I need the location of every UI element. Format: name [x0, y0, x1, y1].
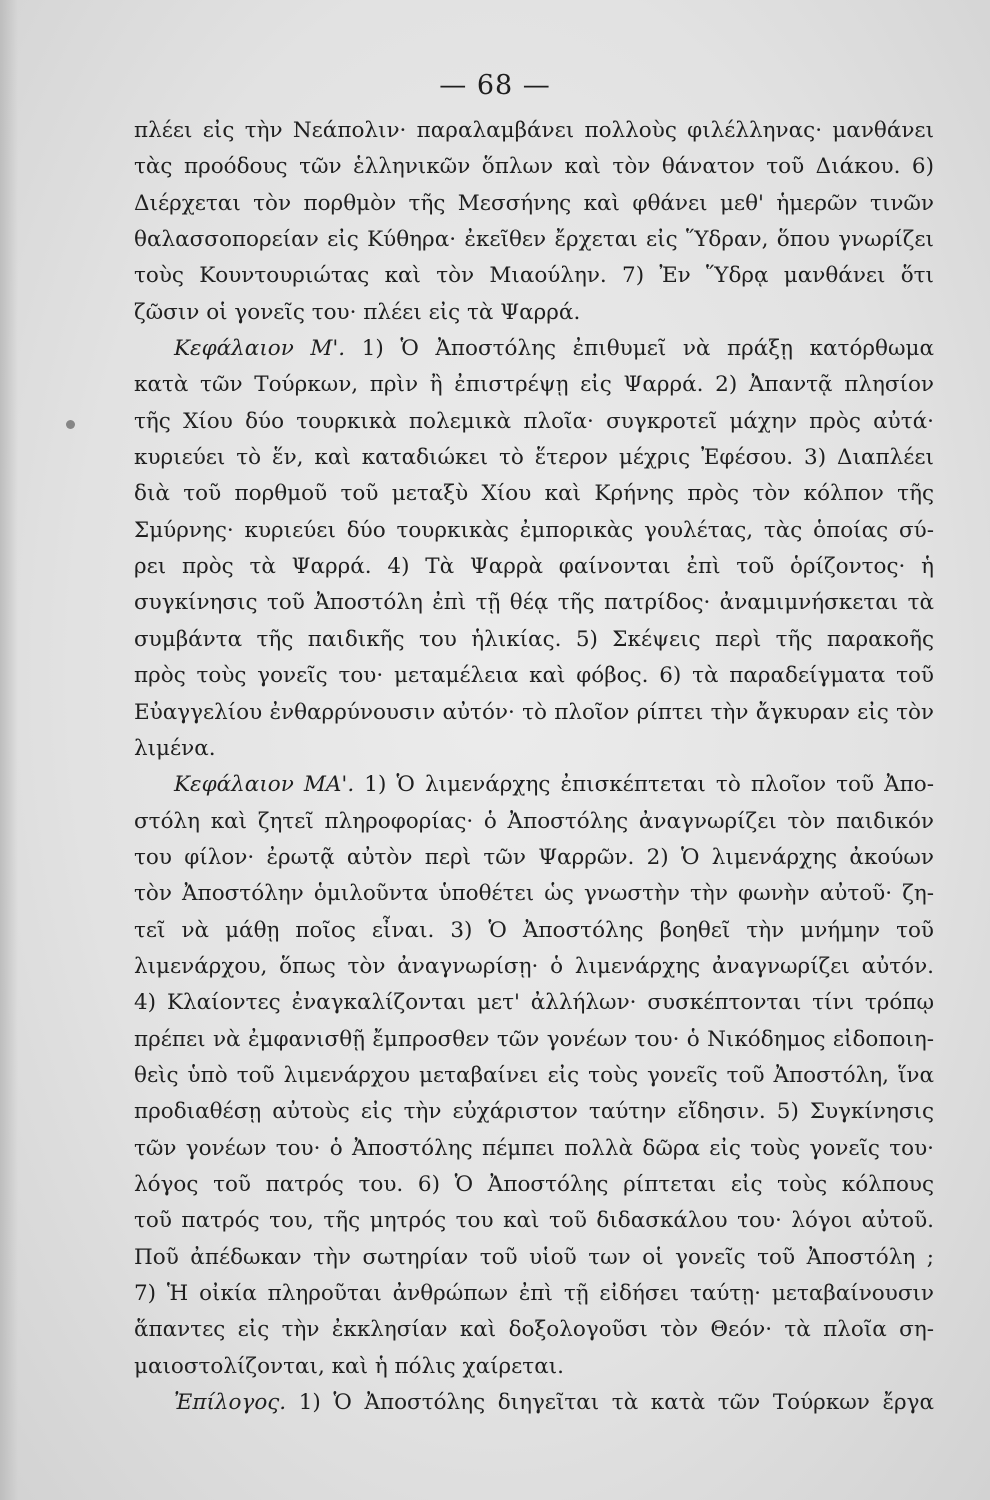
- text-line: θαλασσοπορείαν εἰς Κύθηρα· ἐκεῖθεν ἔρχεται εἰς Ὕδραν, ὅπου γνωρίζει: [134, 227, 934, 253]
- text-line: συγκίνησις τοῦ Ἀποστόλη ἐπὶ τῇ θέᾳ τῆς πατρίδος· ἀναμιμνήσκεται τὰ: [134, 590, 934, 616]
- text-line: Εὐαγγελίου ἐνθαρρύνουσιν αὐτόν· τὸ πλοῖον ρίπτει τὴν ἄγκυραν εἰς τὸν: [134, 699, 934, 725]
- body-text: [134, 113, 934, 1421]
- text-line: κατὰ τῶν Τούρκων, πρὶν ἢ ἐπιστρέψῃ εἰς Ψαρρά. 2) Ἀπαντᾷ πλησίον: [134, 372, 934, 398]
- chapter-heading-line: Ἐπίλογος. 1) Ὁ Ἀποστόλης διηγεῖται τὰ κατὰ τῶν Τούρκων ἔργα: [174, 1390, 934, 1416]
- ink-spot: [66, 420, 75, 429]
- text-line: τῆς Χίου δύο τουρκικὰ πολεμικὰ πλοῖα· συγκροτεῖ μάχην πρὸς αὐτά·: [134, 408, 934, 434]
- text-line: λιμενάρχου, ὅπως τὸν ἀναγνωρίσῃ· ὁ λιμενάρχης ἀναγνωρίζει αὐτόν.: [134, 953, 934, 979]
- text-line: τὰς προόδους τῶν ἑλληνικῶν ὅπλων καὶ τὸν θάνατον τοῦ Διάκου. 6): [134, 154, 934, 180]
- chapter-heading-line: Κεφάλαιον Μ'. 1) Ὁ Ἀποστόλης ἐπιθυμεῖ νὰ πράξῃ κατόρθωμα: [174, 336, 934, 362]
- text-line: μαιοστολίζονται, καὶ ἡ πόλις χαίρεται.: [134, 1353, 564, 1379]
- chapter-heading: Κεφάλαιον Μ'.: [174, 336, 346, 362]
- text-line: του φίλον· ἐρωτᾷ αὐτὸν περὶ τῶν Ψαρρῶν. 2) Ὁ λιμενάρχης ἀκούων: [134, 844, 934, 870]
- text-line: Διέρχεται τὸν πορθμὸν τῆς Μεσσήνης καὶ φθάνει μεθ' ἡμερῶν τινῶν: [134, 190, 934, 216]
- page-number: — 68 —: [439, 70, 551, 101]
- text-line: κυριεύει τὸ ἕν, καὶ καταδιώκει τὸ ἕτερον μέχρις Ἐφέσου. 3) Διαπλέει: [134, 445, 934, 471]
- text-line: λιμένα.: [134, 735, 216, 761]
- text-line: τὸν Ἀποστόλην ὁμιλοῦντα ὑποθέτει ὡς γνωστὴν τὴν φωνὴν αὐτοῦ· ζη-: [134, 881, 934, 907]
- text-line: συμβάντα τῆς παιδικῆς του ἡλικίας. 5) Σκέψεις περὶ τῆς παρακοῆς: [134, 626, 934, 652]
- text-line: θεὶς ὑπὸ τοῦ λιμενάρχου μεταβαίνει εἰς τοὺς γονεῖς τοῦ Ἀποστόλη, ἵνα: [134, 1062, 934, 1088]
- text-line: προδιαθέσῃ αὐτοὺς εἰς τὴν εὐχάριστον ταύτην εἴδησιν. 5) Συγκίνησις: [134, 1099, 934, 1125]
- text-line: τοὺς Κουντουριώτας καὶ τὸν Μιαούλην. 7) Ἐν Ὕδρᾳ μανθάνει ὅτι: [134, 263, 934, 289]
- chapter-heading-line: Κεφάλαιον ΜΑ'. 1) Ὁ λιμενάρχης ἐπισκέπτεται τὸ πλοῖον τοῦ Ἀπο-: [174, 772, 934, 798]
- text-line: πλέει εἰς τὴν Νεάπολιν· παραλαμβάνει πολλοὺς φιλέλληνας· μανθάνει: [134, 118, 934, 143]
- chapter-heading: Ἐπίλογος.: [174, 1390, 287, 1416]
- text-line: στόλη καὶ ζητεῖ πληροφορίας· ὁ Ἀποστόλης ἀναγνωρίζει τὸν παιδικόν: [134, 808, 934, 834]
- text-line: ρει πρὸς τὰ Ψαρρά. 4) Τὰ Ψαρρὰ φαίνονται ἐπὶ τοῦ ὁρίζοντος· ἡ: [134, 554, 934, 580]
- text-line: πρὸς τοὺς γονεῖς του· μεταμέλεια καὶ φόβος. 6) τὰ παραδείγματα τοῦ: [134, 663, 934, 689]
- text-line: τεῖ νὰ μάθῃ ποῖος εἶναι. 3) Ὁ Ἀποστόλης βοηθεῖ τὴν μνήμην τοῦ: [134, 917, 934, 943]
- text-line: διὰ τοῦ πορθμοῦ τοῦ μεταξὺ Χίου καὶ Κρήνης πρὸς τὸν κόλπον τῆς: [134, 481, 934, 507]
- text-line: ζῶσιν οἱ γονεῖς του· πλέει εἰς τὰ Ψαρρά.: [134, 299, 581, 325]
- text-line: 7) Ἡ οἰκία πληροῦται ἀνθρώπων ἐπὶ τῇ εἰδήσει ταύτῃ· μεταβαίνουσιν: [134, 1281, 934, 1306]
- text-line: ἅπαντες εἰς τὴν ἐκκλησίαν καὶ δοξολογοῦσι τὸν Θεόν· τὰ πλοῖα ση-: [134, 1317, 934, 1343]
- text-line: τοῦ πατρός του, τῆς μητρός του καὶ τοῦ διδασκάλου του· λόγοι αὐτοῦ.: [134, 1208, 934, 1234]
- text-line: Ποῦ ἀπέδωκαν τὴν σωτηρίαν τοῦ υἱοῦ των οἱ γονεῖς τοῦ Ἀποστόλη ;: [134, 1244, 934, 1270]
- chapter-heading: Κεφάλαιον ΜΑ'.: [174, 772, 355, 798]
- text-line: πρέπει νὰ ἐμφανισθῇ ἔμπροσθεν τῶν γονέων του· ὁ Νικόδημος εἰδοποιη-: [134, 1026, 934, 1052]
- text-line: 4) Κλαίοντες ἐναγκαλίζονται μετ' ἀλλήλων· συσκέπτονται τίνι τρόπῳ: [134, 990, 934, 1016]
- text-line: λόγος τοῦ πατρός του. 6) Ὁ Ἀποστόλης ρίπτεται εἰς τοὺς κόλπους: [134, 1171, 934, 1197]
- text-line: Σμύρνης· κυριεύει δύο τουρκικὰς ἐμπορικὰς γουλέτας, τὰς ὁποίας σύ-: [134, 517, 934, 543]
- text-line: τῶν γονέων του· ὁ Ἀποστόλης πέμπει πολλὰ δῶρα εἰς τοὺς γονεῖς του·: [134, 1135, 934, 1161]
